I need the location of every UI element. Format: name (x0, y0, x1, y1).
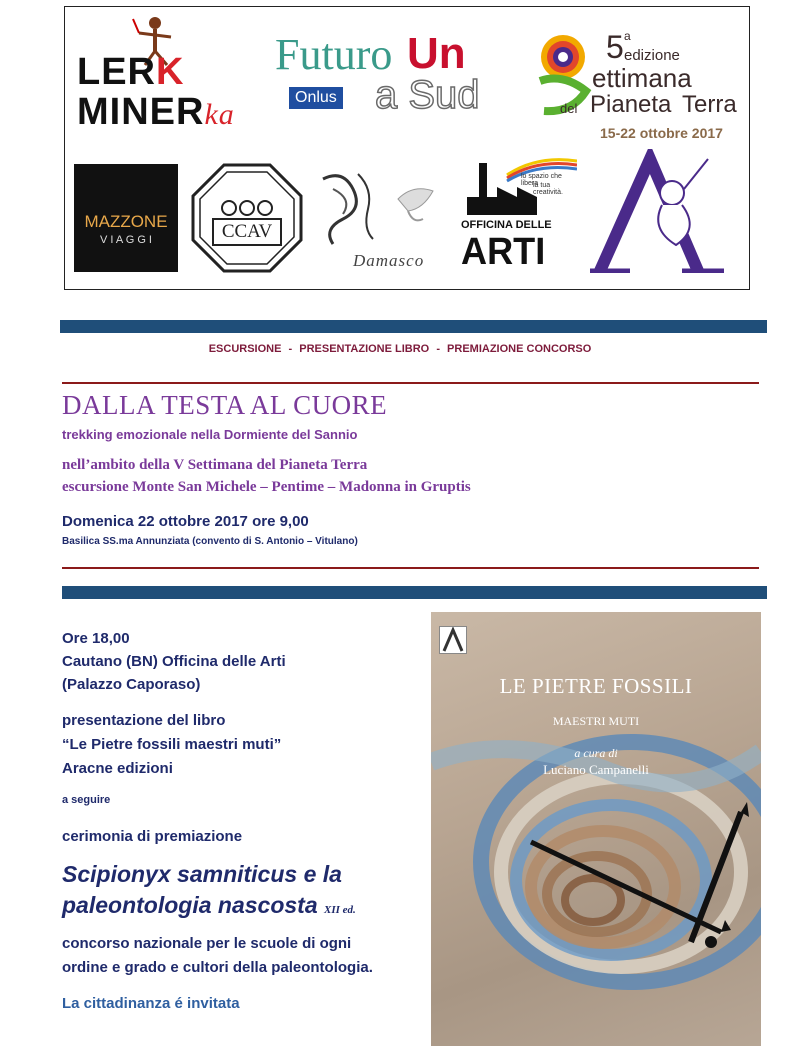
lerka-text: LER (77, 51, 156, 93)
ceremony-line: cerimonia di premiazione (62, 828, 243, 845)
excursion-context-2: escursione Monte San Michele – Pentime – Madonna in Gruptis (62, 479, 471, 495)
header-excursion: ESCURSIONE (208, 343, 282, 355)
damasco-text: Damasco (353, 251, 425, 270)
aracne-a-icon (590, 149, 730, 273)
officina-tagline-2: la tua creatività. (533, 182, 563, 196)
cover-editor: Luciano Campanelli (543, 762, 649, 777)
mazzone-text: MAZZONE (84, 212, 168, 231)
invitation-line: La cittadinanza é invitata (62, 995, 240, 1012)
arti-text: ARTI (461, 231, 546, 273)
minerka-ka: ka (204, 98, 235, 131)
officina-tagline-1: lo spazio che libera (521, 173, 562, 187)
red-rule (62, 567, 759, 569)
edition-number: 5 (606, 29, 624, 65)
contest-edition: XII ed. (324, 904, 356, 916)
book-cover (431, 612, 761, 1046)
settimana-text: ettimana (592, 63, 692, 93)
del-text: del (560, 101, 578, 116)
excursion-place: Basilica SS.ma Annunziata (convento di S. Antonio – Vitulano) (62, 536, 358, 547)
contest-title-2-text: paleontologia nascosta (62, 892, 318, 918)
header-book-presentation: PRESENTAZIONE LIBRO (299, 343, 430, 355)
contest-title-1: Scipionyx samniticus e la (62, 861, 342, 887)
damask-ornament-icon (313, 169, 443, 249)
terra-text: Terra (682, 91, 737, 118)
officina-delle-text: OFFICINA DELLE (461, 219, 552, 231)
ccav-text: CCAV (221, 221, 273, 242)
ccav-octagon-icon (191, 163, 303, 273)
event-location-2: (Palazzo Caporaso) (62, 676, 201, 693)
header-separator: - (288, 343, 293, 355)
futuro-text: Futuro (275, 30, 393, 79)
excursion-context-1: nell’ambito della V Settimana del Pianeta Terra (62, 457, 368, 473)
cover-curated-by: a cura di (574, 746, 618, 760)
contest-description-2: ordine e grado e cultori della paleontologia. (62, 959, 373, 976)
contest-title-2 (62, 892, 356, 919)
dates-text: 15-22 ottobre 2017 (600, 125, 723, 141)
bottom-divider-bar (62, 586, 767, 599)
event-location-1: Cautano (BN) Officina delle Arti (62, 653, 286, 670)
publisher-mark-icon (439, 626, 467, 654)
excursion-date: Domenica 22 ottobre 2017 ore 9,00 (62, 513, 309, 530)
cover-title: LE PIETRE FOSSILI (499, 674, 693, 698)
settimana-pianeta-terra-logo (520, 19, 745, 139)
cover-subtitle: MAESTRI MUTI (552, 714, 640, 728)
event-time: Ore 18,00 (62, 630, 130, 647)
officina-delle-arti-logo (457, 155, 577, 273)
mazzone-viaggi-logo (74, 164, 178, 272)
contest-description-1: concorso nazionale per le scuole di ogni (62, 935, 352, 952)
edition-sup: a (624, 29, 631, 43)
damasco-logo (313, 169, 443, 273)
publisher-line: Aracne edizioni (62, 760, 173, 777)
sponsor-logos-box (64, 6, 750, 290)
aracne-logo (590, 149, 730, 273)
viaggi-text: V I A G G I (100, 234, 152, 246)
excursion-subtitle: trekking emozionale nella Dormiente del Sannio (62, 427, 358, 442)
event-types-header (0, 343, 800, 355)
red-rule (62, 382, 759, 384)
presentation-line-1: presentazione del libro (62, 712, 226, 729)
header-separator: - (436, 343, 440, 355)
then-label: a seguire (62, 794, 111, 806)
futuro-un-sud-logo (275, 29, 495, 129)
a-sud-text: a Sud (375, 73, 480, 117)
presentation-line-2: “Le Pietre fossili maestri muti” (62, 736, 282, 753)
lerka-k: K (156, 51, 185, 93)
minerka-text: MINER (77, 91, 205, 133)
edizione-text: edizione (624, 47, 680, 64)
onlus-badge: Onlus (289, 87, 343, 109)
top-divider-bar (60, 320, 767, 333)
ccav-logo (191, 163, 303, 273)
pianeta-text: Pianeta (590, 91, 672, 118)
header-award: PREMIAZIONE CONCORSO (447, 343, 592, 355)
lerka-minerka-logo (73, 15, 243, 135)
un-text: Un (407, 29, 466, 78)
excursion-title: DALLA TESTA AL CUORE (62, 390, 388, 420)
